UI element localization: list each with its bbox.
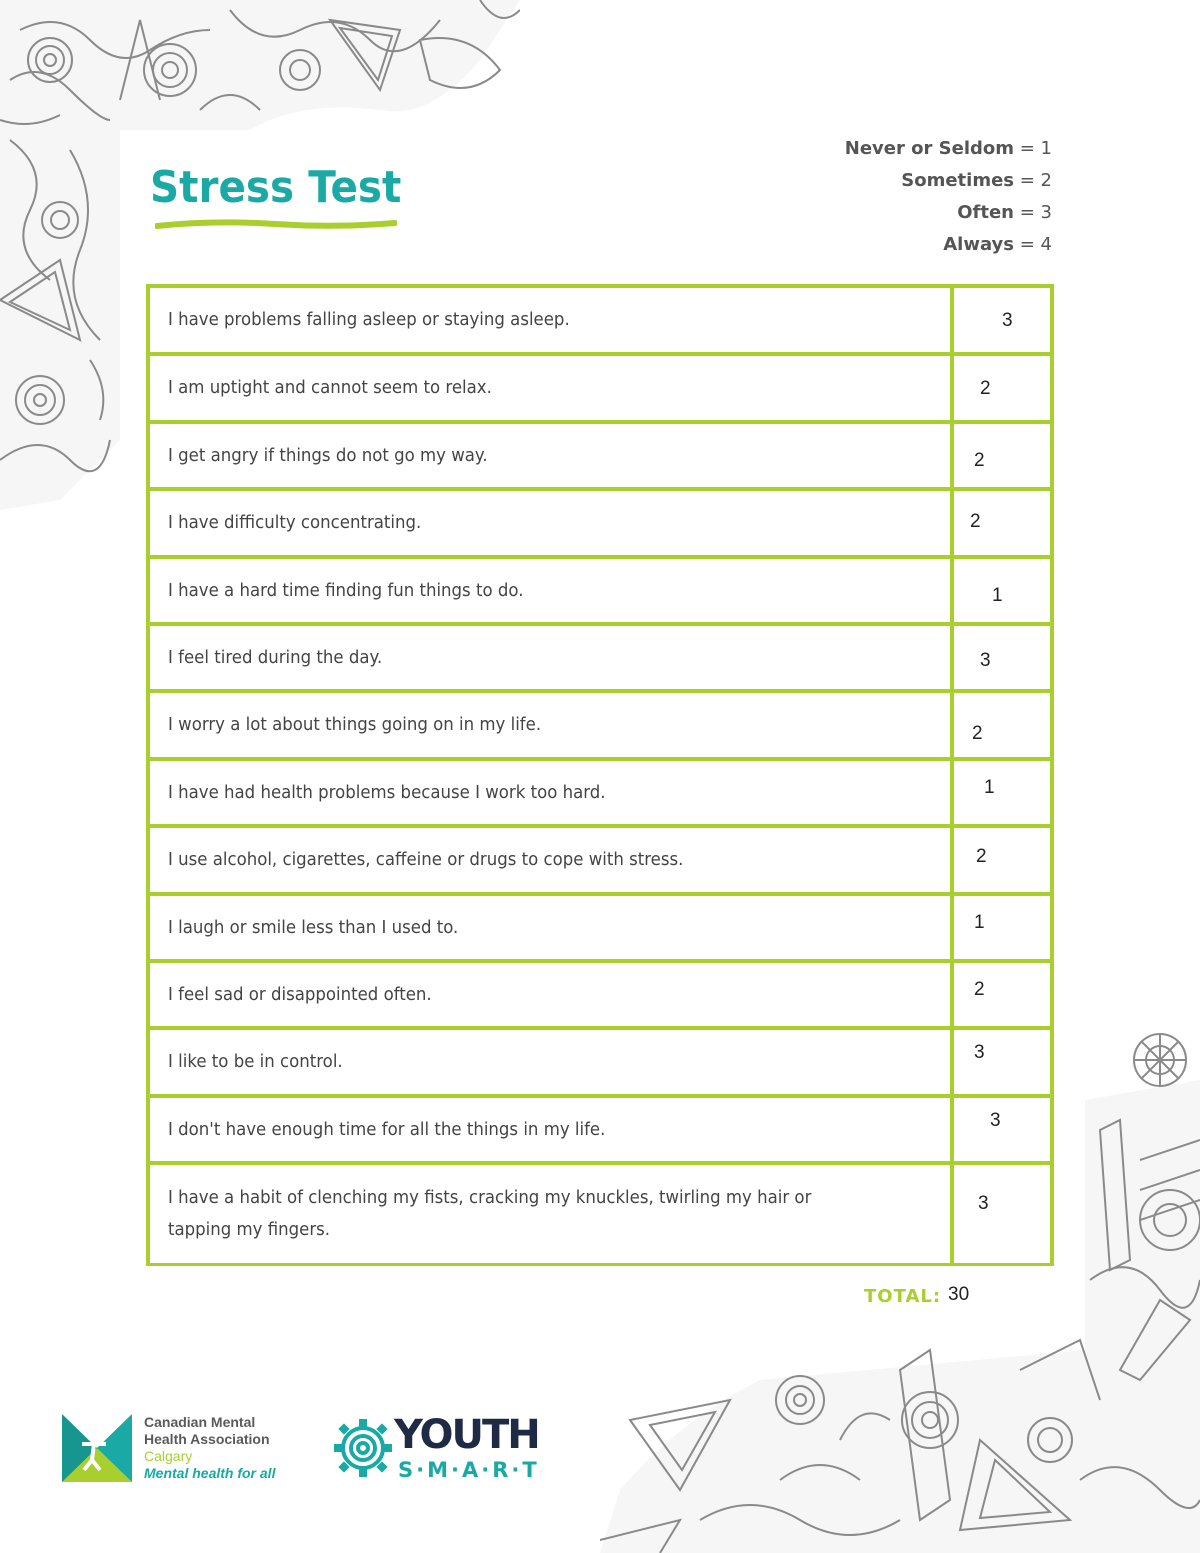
question-cell: I don't have enough time for all the things in my life. xyxy=(150,1098,954,1161)
legend-item: Never or Seldom = 1 xyxy=(844,138,1052,159)
gear-icon xyxy=(332,1417,394,1484)
question-cell: I have difficulty concentrating. xyxy=(150,491,954,555)
answer-cell[interactable]: 3 xyxy=(990,1110,1001,1131)
answer-cell[interactable]: 2 xyxy=(972,723,983,744)
table-row xyxy=(150,1098,1050,1165)
table-row xyxy=(150,491,1050,559)
question-cell: I have had health problems because I work too hard. xyxy=(150,761,954,824)
table-row xyxy=(150,424,1050,491)
table-row xyxy=(150,761,1050,828)
legend-item: Sometimes = 2 xyxy=(901,170,1052,191)
answer-cell[interactable]: 2 xyxy=(974,450,985,471)
question-cell: I use alcohol, cigarettes, caffeine or drugs to cope with stress. xyxy=(150,828,954,892)
scoring-legend xyxy=(845,133,1052,261)
total-value[interactable]: 30 xyxy=(948,1284,970,1305)
table-row xyxy=(150,693,1050,761)
table-row xyxy=(150,1165,1050,1263)
answer-cell[interactable]: 2 xyxy=(974,979,985,1000)
answer-cell[interactable]: 2 xyxy=(976,846,987,867)
question-cell: I have a habit of clenching my fists, cracking my knuckles, twirling my hair or tapping my fingers. xyxy=(150,1165,954,1263)
question-cell: I laugh or smile less than I used to. xyxy=(150,896,954,959)
answer-cell[interactable]: 3 xyxy=(980,650,991,671)
stress-test-table xyxy=(146,284,1054,1266)
table-row xyxy=(150,828,1050,896)
table-row xyxy=(150,288,1050,356)
question-cell: I have problems falling asleep or staying asleep. xyxy=(150,288,954,352)
answer-cell[interactable]: 1 xyxy=(992,585,1003,606)
question-cell: I feel tired during the day. xyxy=(150,626,954,689)
table-row xyxy=(150,963,1050,1030)
answer-cell[interactable]: 3 xyxy=(1002,310,1013,331)
table-row xyxy=(150,626,1050,693)
answer-cell[interactable]: 3 xyxy=(978,1193,989,1214)
cmha-wordmark: Canadian Mental Health Association Calgary Mental health for all xyxy=(144,1414,276,1481)
legend-item: Always = 4 xyxy=(943,234,1052,255)
table-row xyxy=(150,896,1050,963)
cmha-logo-icon xyxy=(62,1414,132,1487)
page-title: Stress Test xyxy=(150,162,402,213)
question-cell: I worry a lot about things going on in my life. xyxy=(150,693,954,757)
table-row xyxy=(150,356,1050,424)
title-underline xyxy=(155,218,397,237)
question-cell: I have a hard time finding fun things to do. xyxy=(150,559,954,622)
answer-cell[interactable]: 2 xyxy=(970,511,981,532)
question-cell: I get angry if things do not go my way. xyxy=(150,424,954,487)
answer-cell[interactable]: 1 xyxy=(984,777,995,798)
table-row xyxy=(150,1030,1050,1098)
youth-smart-subword: S·M·A·R·T xyxy=(398,1458,540,1482)
answer-cell[interactable]: 2 xyxy=(980,378,991,399)
question-cell: I like to be in control. xyxy=(150,1030,954,1094)
table-row xyxy=(150,559,1050,626)
question-cell: I feel sad or disappointed often. xyxy=(150,963,954,1026)
legend-item: Often = 3 xyxy=(957,202,1052,223)
total-label: TOTAL: xyxy=(864,1286,942,1307)
question-cell: I am uptight and cannot seem to relax. xyxy=(150,356,954,420)
answer-cell[interactable]: 1 xyxy=(974,912,985,933)
youth-smart-wordmark: YOUTH xyxy=(394,1412,539,1458)
answer-cell[interactable]: 3 xyxy=(974,1042,985,1063)
